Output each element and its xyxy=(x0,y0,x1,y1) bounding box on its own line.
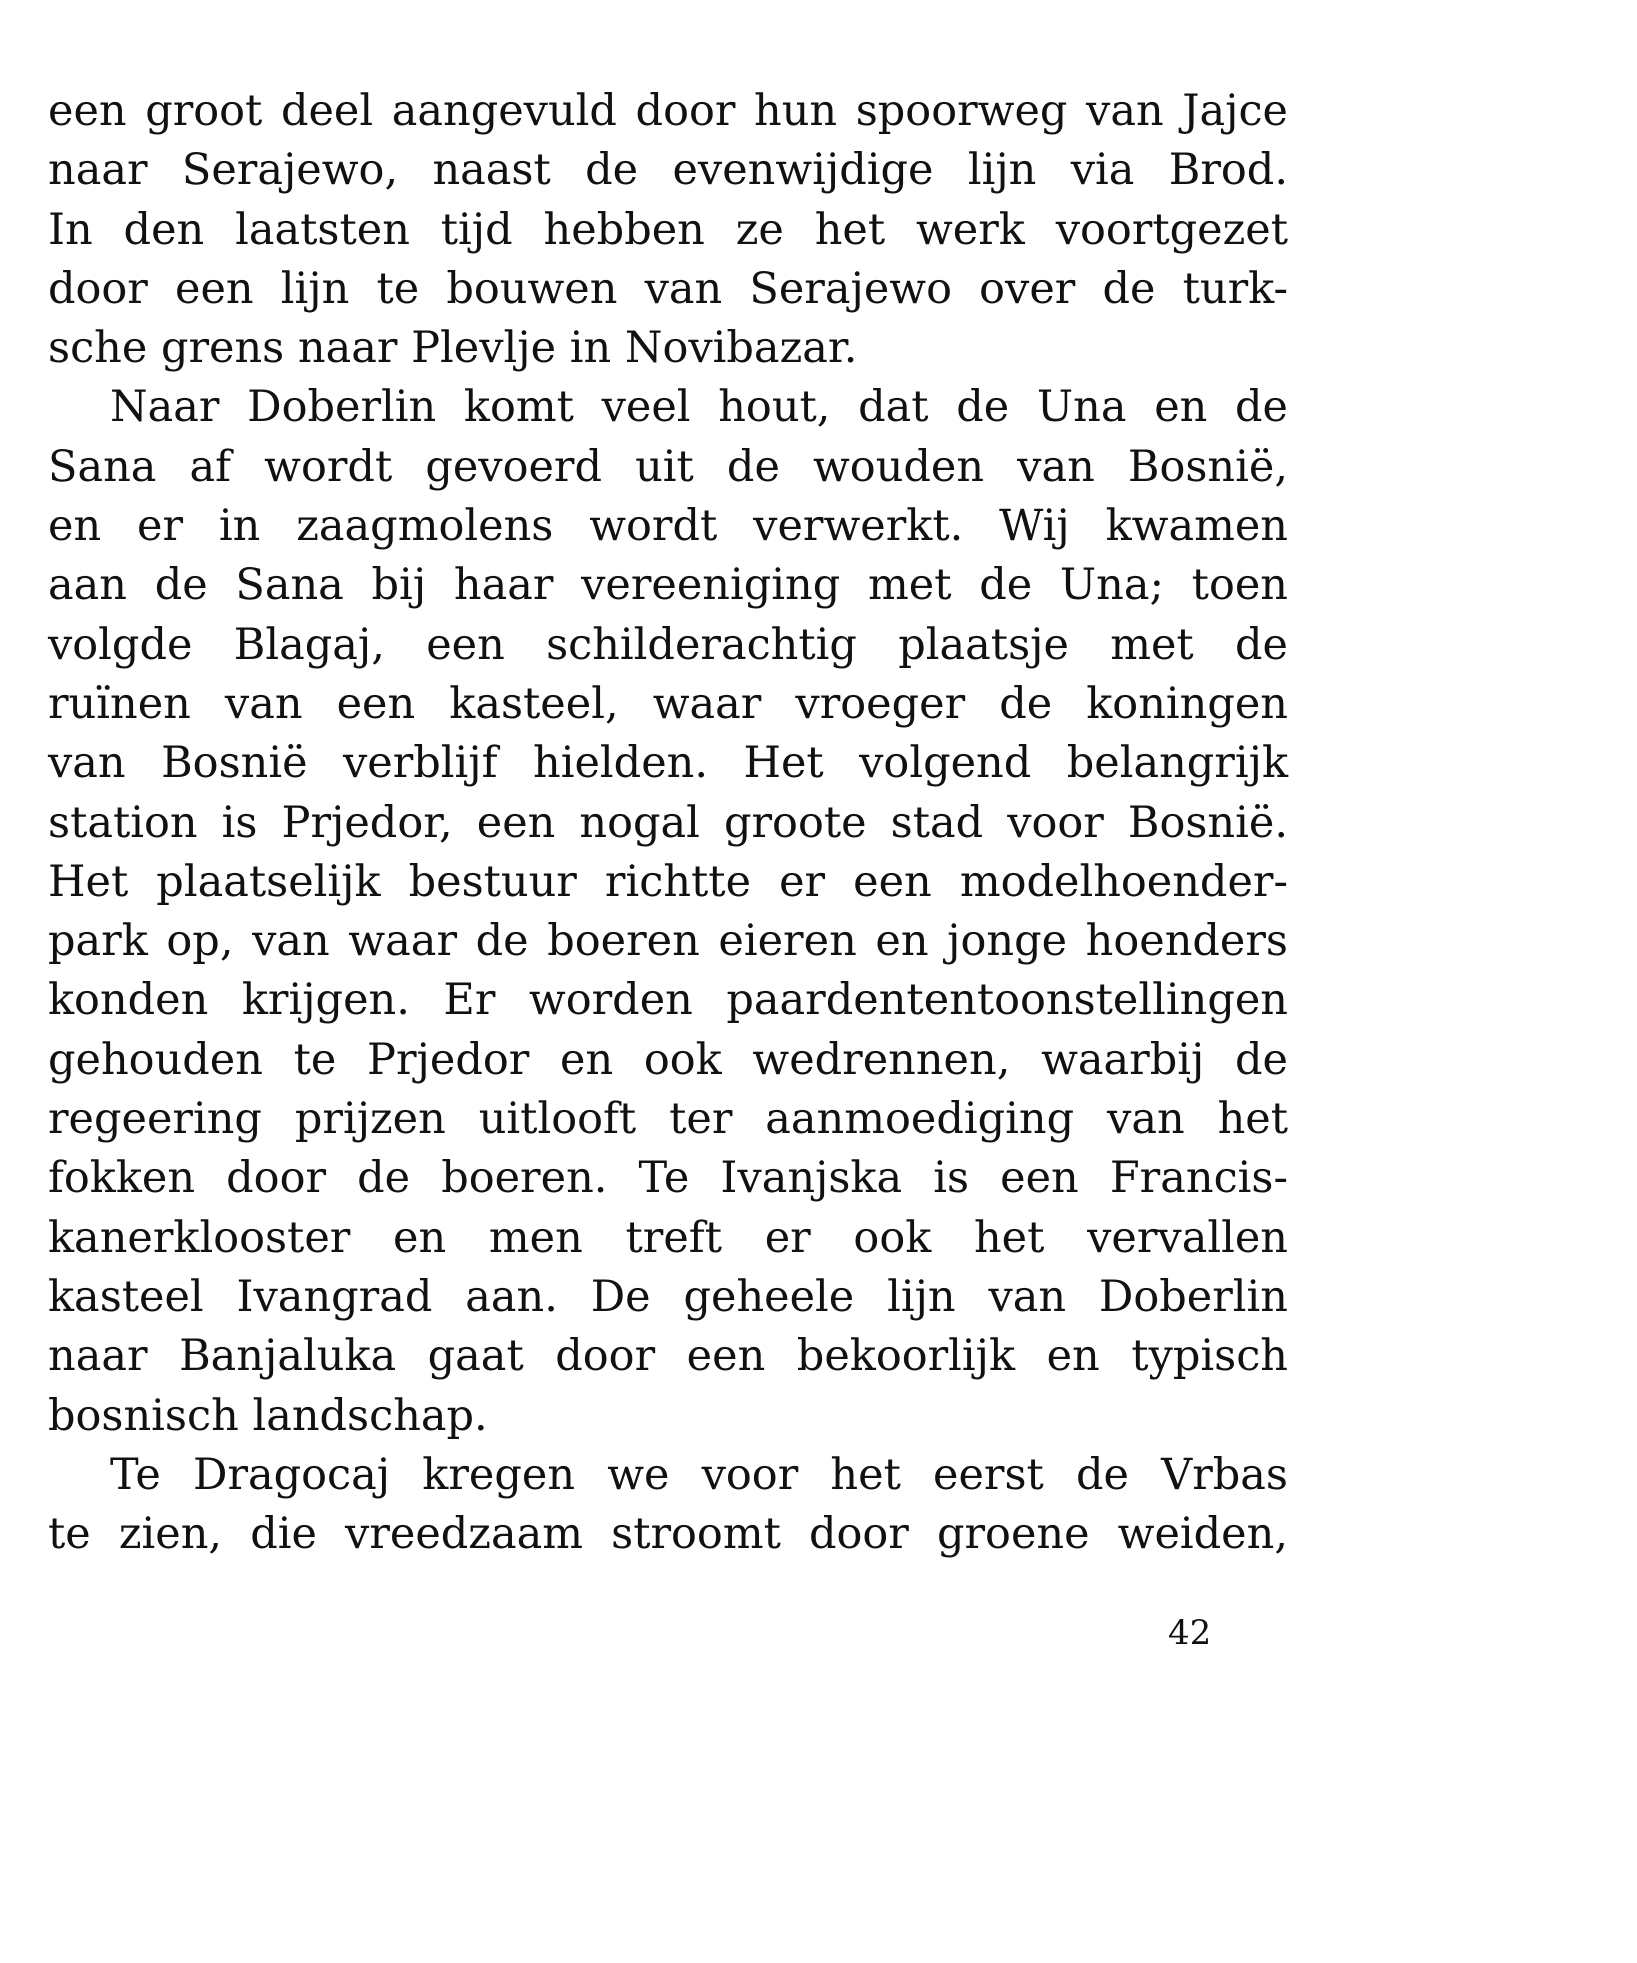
text-line: konden krijgen. Er worden paardententoonstellingen xyxy=(48,975,1288,1026)
text-line: volgde Blagaj, een schilderachtig plaatsje met de xyxy=(48,619,1288,670)
text-line: naar Banjaluka gaat door een bekoorlijk en typisch xyxy=(48,1331,1288,1382)
text-line: Naar Doberlin komt veel hout, dat de Una en de xyxy=(110,382,1288,433)
text-line: door een lijn te bouwen van Serajewo over de turk- xyxy=(48,263,1288,314)
text-line: en er in zaagmolens wordt verwerkt. Wij kwamen xyxy=(48,501,1288,552)
text-line: park op, van waar de boeren eieren en jonge hoenders xyxy=(48,916,1288,967)
page-number: 42 xyxy=(1168,1613,1212,1653)
text-line: In den laatsten tijd hebben ze het werk voortgezet xyxy=(48,204,1288,255)
text-line: kasteel Ivangrad aan. De geheele lijn van Doberlin xyxy=(48,1271,1288,1322)
text-line: te zien, die vreedzaam stroomt door groene weiden, xyxy=(48,1509,1288,1560)
body-text xyxy=(48,82,1288,1564)
text-line: Het plaatselijk bestuur richtte er een modelhoender- xyxy=(48,856,1288,907)
text-line: een groot deel aangevuld door hun spoorweg van Jajce xyxy=(48,86,1288,136)
text-line: gehouden te Prjedor en ook wedrennen, waarbij de xyxy=(48,1034,1288,1085)
text-line: station is Prjedor, een nogal groote stad voor Bosnië. xyxy=(48,797,1288,848)
text-line: Sana af wordt gevoerd uit de wouden van Bosnië, xyxy=(48,441,1288,492)
text-line: aan de Sana bij haar vereeniging met de Una; toen xyxy=(48,560,1288,611)
text-line: Te Dragocaj kregen we voor het eerst de Vrbas xyxy=(110,1449,1288,1500)
text-line: van Bosnië verblijf hielden. Het volgend belangrijk xyxy=(48,738,1288,789)
text-line: bosnisch landschap. xyxy=(48,1390,488,1441)
text-line: regeering prijzen uitlooft ter aanmoediging van het xyxy=(48,1094,1288,1145)
text-line: kanerklooster en men treft er ook het vervallen xyxy=(48,1212,1288,1263)
text-line: fokken door de boeren. Te Ivanjska is een Francis- xyxy=(48,1153,1288,1204)
text-line: naar Serajewo, naast de evenwijdige lijn via Brod. xyxy=(48,145,1288,196)
text-line: sche grens naar Plevlje in Novibazar. xyxy=(48,323,858,374)
text-line: ruïnen van een kasteel, waar vroeger de koningen xyxy=(48,678,1288,729)
